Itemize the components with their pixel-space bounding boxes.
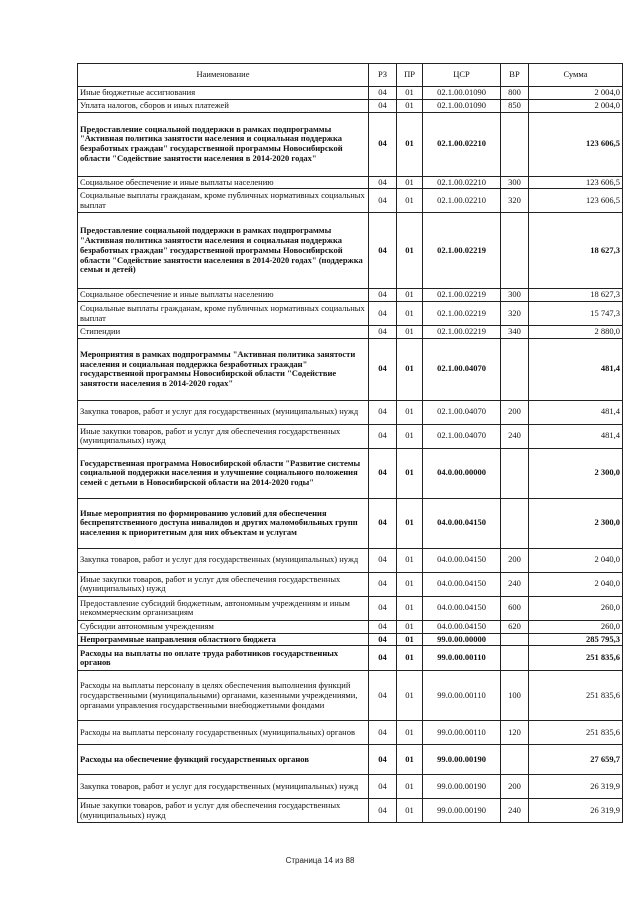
cell-name: Закупка товаров, работ и услуг для государственных (муниципальных) нужд xyxy=(78,548,369,572)
cell-sum: 123 606,5 xyxy=(529,176,623,189)
cell-rz: 04 xyxy=(369,596,397,620)
cell-name: Предоставление социальной поддержки в рамках подпрограммы "Активная политика занятости населения и социальная поддержка безработных граждан" государственной программы Новосибирской области "Содействие занятости населения в 2014-2020 годах" xyxy=(78,112,369,176)
cell-pr: 01 xyxy=(397,721,423,745)
cell-pr: 01 xyxy=(397,326,423,339)
cell-vr: 620 xyxy=(501,620,529,633)
cell-pr: 01 xyxy=(397,799,423,823)
cell-pr: 01 xyxy=(397,338,423,400)
cell-sum: 251 835,6 xyxy=(529,671,623,721)
cell-vr: 800 xyxy=(501,87,529,100)
cell-pr: 01 xyxy=(397,302,423,326)
table-row xyxy=(78,400,623,424)
cell-csr: 04.0.00.00000 xyxy=(423,448,501,498)
cell-vr: 600 xyxy=(501,596,529,620)
cell-csr: 04.0.00.04150 xyxy=(423,572,501,596)
cell-name: Закупка товаров, работ и услуг для государственных (муниципальных) нужд xyxy=(78,775,369,799)
cell-name: Иные мероприятия по формированию условий для обеспечения беспрепятственного доступа инвалидов и других маломобильных групп населения к приоритетным для них объектам и услугам xyxy=(78,498,369,548)
cell-vr: 120 xyxy=(501,721,529,745)
cell-rz: 04 xyxy=(369,400,397,424)
table-row xyxy=(78,498,623,548)
cell-name: Социальные выплаты гражданам, кроме публичных нормативных социальных выплат xyxy=(78,189,369,213)
cell-pr: 01 xyxy=(397,620,423,633)
cell-sum: 123 606,5 xyxy=(529,189,623,213)
cell-rz: 04 xyxy=(369,112,397,176)
cell-csr: 99.0.00.00110 xyxy=(423,671,501,721)
cell-pr: 01 xyxy=(397,213,423,289)
cell-csr: 02.1.00.01090 xyxy=(423,87,501,100)
cell-vr: 320 xyxy=(501,302,529,326)
cell-rz: 04 xyxy=(369,189,397,213)
cell-rz: 04 xyxy=(369,338,397,400)
cell-sum: 18 627,3 xyxy=(529,289,623,302)
table-row xyxy=(78,548,623,572)
table-row xyxy=(78,99,623,112)
cell-csr: 99.0.00.00110 xyxy=(423,646,501,671)
table-row xyxy=(78,646,623,671)
table-row xyxy=(78,596,623,620)
budget-table xyxy=(77,63,623,823)
cell-rz: 04 xyxy=(369,775,397,799)
cell-name: Социальное обеспечение и иные выплаты населению xyxy=(78,176,369,189)
cell-vr: 200 xyxy=(501,400,529,424)
cell-rz: 04 xyxy=(369,646,397,671)
cell-rz: 04 xyxy=(369,326,397,339)
cell-rz: 04 xyxy=(369,302,397,326)
cell-vr: 200 xyxy=(501,775,529,799)
cell-csr: 04.0.00.04150 xyxy=(423,596,501,620)
header-name: Наименование xyxy=(78,64,369,87)
cell-sum: 2 300,0 xyxy=(529,498,623,548)
cell-pr: 01 xyxy=(397,646,423,671)
cell-vr: 240 xyxy=(501,424,529,448)
header-pr: ПР xyxy=(397,64,423,87)
cell-rz: 04 xyxy=(369,498,397,548)
cell-vr: 320 xyxy=(501,189,529,213)
cell-name: Уплата налогов, сборов и иных платежей xyxy=(78,99,369,112)
cell-pr: 01 xyxy=(397,448,423,498)
cell-rz: 04 xyxy=(369,745,397,775)
cell-sum: 481,4 xyxy=(529,424,623,448)
cell-sum: 251 835,6 xyxy=(529,721,623,745)
table-header-row xyxy=(78,64,623,87)
cell-sum: 26 319,9 xyxy=(529,775,623,799)
table-row xyxy=(78,448,623,498)
cell-sum: 260,0 xyxy=(529,596,623,620)
cell-sum: 26 319,9 xyxy=(529,799,623,823)
cell-sum: 2 004,0 xyxy=(529,99,623,112)
cell-pr: 01 xyxy=(397,189,423,213)
cell-sum: 27 659,7 xyxy=(529,745,623,775)
cell-sum: 251 835,6 xyxy=(529,646,623,671)
cell-name: Расходы на выплаты по оплате труда работников государственных органов xyxy=(78,646,369,671)
table-row xyxy=(78,112,623,176)
cell-sum: 2 300,0 xyxy=(529,448,623,498)
table-row xyxy=(78,572,623,596)
table-row xyxy=(78,326,623,339)
table-row xyxy=(78,799,623,823)
table-row xyxy=(78,424,623,448)
cell-vr: 300 xyxy=(501,289,529,302)
cell-csr: 99.0.00.00190 xyxy=(423,775,501,799)
cell-rz: 04 xyxy=(369,176,397,189)
cell-sum: 2 880,0 xyxy=(529,326,623,339)
cell-csr: 99.0.00.00110 xyxy=(423,721,501,745)
cell-sum: 481,4 xyxy=(529,338,623,400)
cell-pr: 01 xyxy=(397,671,423,721)
cell-csr: 04.0.00.04150 xyxy=(423,498,501,548)
table-row xyxy=(78,775,623,799)
cell-vr xyxy=(501,338,529,400)
header-vr: ВР xyxy=(501,64,529,87)
cell-sum: 123 606,5 xyxy=(529,112,623,176)
cell-name: Закупка товаров, работ и услуг для государственных (муниципальных) нужд xyxy=(78,400,369,424)
cell-sum: 15 747,3 xyxy=(529,302,623,326)
cell-rz: 04 xyxy=(369,424,397,448)
cell-name: Иные закупки товаров, работ и услуг для обеспечения государственных (муниципальных) нужд xyxy=(78,424,369,448)
cell-name: Иные бюджетные ассигнования xyxy=(78,87,369,100)
cell-pr: 01 xyxy=(397,289,423,302)
table-row xyxy=(78,87,623,100)
cell-name: Иные закупки товаров, работ и услуг для обеспечения государственных (муниципальных) нужд xyxy=(78,799,369,823)
table-row xyxy=(78,338,623,400)
cell-vr: 100 xyxy=(501,671,529,721)
cell-pr: 01 xyxy=(397,498,423,548)
cell-csr: 02.1.00.02219 xyxy=(423,289,501,302)
cell-sum: 18 627,3 xyxy=(529,213,623,289)
cell-pr: 01 xyxy=(397,745,423,775)
table-row xyxy=(78,745,623,775)
cell-csr: 99.0.00.00000 xyxy=(423,633,501,646)
cell-name: Непрограммные направления областного бюджета xyxy=(78,633,369,646)
cell-pr: 01 xyxy=(397,424,423,448)
cell-name: Государственная программа Новосибирской области "Развитие системы социальной поддержки населения и улучшение социального положения семей с детьми в Новосибирской области на 2014-2020 годы" xyxy=(78,448,369,498)
cell-pr: 01 xyxy=(397,99,423,112)
cell-sum: 2 040,0 xyxy=(529,572,623,596)
cell-vr xyxy=(501,498,529,548)
cell-vr: 240 xyxy=(501,799,529,823)
cell-name: Социальное обеспечение и иные выплаты населению xyxy=(78,289,369,302)
cell-name: Предоставление субсидий бюджетным, автономным учреждениям и иным некоммерческим организациям xyxy=(78,596,369,620)
cell-name: Субсидии автономным учреждениям xyxy=(78,620,369,633)
cell-csr: 99.0.00.00190 xyxy=(423,745,501,775)
cell-rz: 04 xyxy=(369,87,397,100)
cell-csr: 02.1.00.02219 xyxy=(423,213,501,289)
table-row xyxy=(78,213,623,289)
cell-rz: 04 xyxy=(369,448,397,498)
page-number: Страница 14 из 88 xyxy=(285,856,355,865)
table-row xyxy=(78,633,623,646)
cell-name: Иные закупки товаров, работ и услуг для обеспечения государственных (муниципальных) нужд xyxy=(78,572,369,596)
cell-name: Предоставление социальной поддержки в рамках подпрограммы "Активная политика занятости населения и социальная поддержка безработных граждан" государственной программы Новосибирской области "Содействие занятости населения в 2014-2020 годах" (поддержка семьи и детей) xyxy=(78,213,369,289)
cell-rz: 04 xyxy=(369,548,397,572)
cell-pr: 01 xyxy=(397,548,423,572)
cell-vr: 850 xyxy=(501,99,529,112)
cell-csr: 04.0.00.04150 xyxy=(423,548,501,572)
cell-pr: 01 xyxy=(397,112,423,176)
cell-vr xyxy=(501,112,529,176)
header-sum: Сумма xyxy=(529,64,623,87)
cell-pr: 01 xyxy=(397,572,423,596)
cell-csr: 02.1.00.02219 xyxy=(423,326,501,339)
cell-csr: 02.1.00.02210 xyxy=(423,189,501,213)
cell-vr xyxy=(501,745,529,775)
table-row xyxy=(78,721,623,745)
cell-rz: 04 xyxy=(369,633,397,646)
cell-vr: 200 xyxy=(501,548,529,572)
cell-csr: 02.1.00.01090 xyxy=(423,99,501,112)
cell-pr: 01 xyxy=(397,176,423,189)
table-row xyxy=(78,189,623,213)
cell-rz: 04 xyxy=(369,572,397,596)
cell-vr xyxy=(501,213,529,289)
cell-sum: 2 004,0 xyxy=(529,87,623,100)
cell-csr: 04.0.00.04150 xyxy=(423,620,501,633)
cell-csr: 02.1.00.04070 xyxy=(423,400,501,424)
cell-rz: 04 xyxy=(369,721,397,745)
cell-vr xyxy=(501,448,529,498)
cell-name: Стипендии xyxy=(78,326,369,339)
cell-rz: 04 xyxy=(369,213,397,289)
cell-vr xyxy=(501,633,529,646)
cell-sum: 2 040,0 xyxy=(529,548,623,572)
cell-name: Расходы на выплаты персоналу государственных (муниципальных) органов xyxy=(78,721,369,745)
cell-pr: 01 xyxy=(397,596,423,620)
cell-name: Социальные выплаты гражданам, кроме публичных нормативных социальных выплат xyxy=(78,302,369,326)
cell-rz: 04 xyxy=(369,671,397,721)
cell-rz: 04 xyxy=(369,289,397,302)
cell-csr: 02.1.00.02219 xyxy=(423,302,501,326)
cell-vr: 300 xyxy=(501,176,529,189)
table-row xyxy=(78,620,623,633)
table-row xyxy=(78,302,623,326)
cell-sum: 481,4 xyxy=(529,400,623,424)
cell-pr: 01 xyxy=(397,633,423,646)
header-csr: ЦСР xyxy=(423,64,501,87)
cell-vr: 240 xyxy=(501,572,529,596)
cell-sum: 285 795,3 xyxy=(529,633,623,646)
cell-pr: 01 xyxy=(397,775,423,799)
cell-rz: 04 xyxy=(369,99,397,112)
cell-vr: 340 xyxy=(501,326,529,339)
table-body xyxy=(78,87,623,823)
table-row xyxy=(78,289,623,302)
cell-rz: 04 xyxy=(369,799,397,823)
cell-sum: 260,0 xyxy=(529,620,623,633)
cell-csr: 02.1.00.04070 xyxy=(423,424,501,448)
cell-csr: 99.0.00.00190 xyxy=(423,799,501,823)
cell-name: Мероприятия в рамках подпрограммы "Активная политика занятости населения и социальная поддержка безработных граждан" государственной программы Новосибирской области "Содействие занятости населения в 2014-2020 годах" xyxy=(78,338,369,400)
table-row xyxy=(78,176,623,189)
cell-pr: 01 xyxy=(397,400,423,424)
cell-csr: 02.1.00.04070 xyxy=(423,338,501,400)
cell-csr: 02.1.00.02210 xyxy=(423,176,501,189)
cell-name: Расходы на обеспечение функций государственных органов xyxy=(78,745,369,775)
cell-name: Расходы на выплаты персоналу в целях обеспечения выполнения функций государственными (муниципальными) органами, казенными учреждениями, органами управления государственными внебюджетными фондами xyxy=(78,671,369,721)
cell-pr: 01 xyxy=(397,87,423,100)
cell-vr xyxy=(501,646,529,671)
cell-csr: 02.1.00.02210 xyxy=(423,112,501,176)
table-row xyxy=(78,671,623,721)
header-rz: РЗ xyxy=(369,64,397,87)
cell-rz: 04 xyxy=(369,620,397,633)
